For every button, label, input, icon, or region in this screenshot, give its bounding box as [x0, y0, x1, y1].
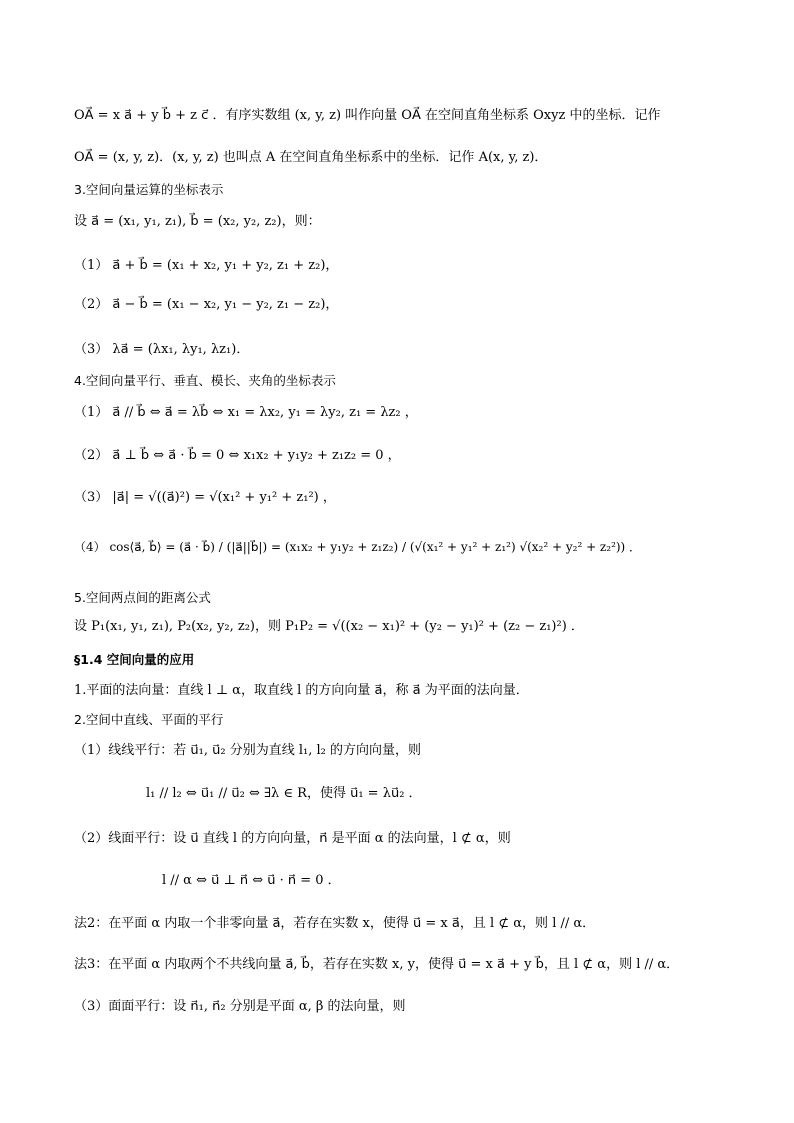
formula-line: （1） a⃗ // b⃗ ⇔ a⃗ = λb⃗ ⇔ x₁ = λx₂, y₁ = λy₂, z₁ = λz₂ ，	[74, 405, 418, 420]
text-line: 法2：在平面 α 内取一个非零向量 a⃗，若存在实数 x，使得 u⃗ = x a⃗，且 l ⊄ α，则 l // α．	[74, 916, 596, 931]
text-line: （3）面面平行：设 n⃗₁, n⃗₂ 分别是平面 α, β 的法向量，则	[74, 999, 406, 1014]
formula-line: （2） a⃗ ⊥ b⃗ ⇔ a⃗ · b⃗ = 0 ⇔ x₁x₂ + y₁y₂ + z₁z₂ = 0 ，	[74, 448, 401, 463]
formula-line: l₁ // l₂ ⇔ u⃗₁ // u⃗₂ ⇔ ∃λ ∈ R，使得 u⃗₁ = λu⃗₂ ．	[146, 786, 422, 801]
text-line: 法3：在平面 α 内取两个不共线向量 a⃗, b⃗，若存在实数 x, y，使得 u⃗ = x a⃗ + y b⃗，且 l ⊄ α，则 l // α．	[74, 957, 680, 972]
section-heading: 5.空间两点间的距离公式	[74, 590, 211, 605]
formula-line: l // α ⇔ u⃗ ⊥ n⃗ ⇔ u⃗ · n⃗ = 0 ．	[162, 873, 341, 888]
text-line: OA⃗ = x a⃗ + y b⃗ + z c⃗ ．有序实数组 (x, y, z) 叫作向量 OA⃗ 在空间直角坐标系 Oxyz 中的坐标．记作	[74, 108, 661, 123]
section-heading: 2.空间中直线、平面的平行	[74, 712, 224, 727]
formula-line: （3） λa⃗ = (λx₁, λy₁, λz₁)．	[74, 342, 250, 357]
text-line: OA⃗ = (x, y, z)．(x, y, z) 也叫点 A 在空间直角坐标系中的坐标．记作 A(x, y, z)．	[74, 150, 548, 165]
text-line: 1.平面的法向量：直线 l ⊥ α，取直线 l 的方向向量 a⃗，称 a⃗ 为平面的法向量．	[74, 683, 529, 698]
text-line: （2）线面平行：设 u⃗ 直线 l 的方向向量，n⃗ 是平面 α 的法向量，l ⊄ α，则	[74, 831, 511, 846]
section-heading: 3.空间向量运算的坐标表示	[74, 182, 224, 197]
formula-line: （4） cos⟨a⃗, b⃗⟩ = (a⃗ · b⃗) / (|a⃗||b⃗|) = (x₁x₂ + y₁y₂ + z₁z₂) / (√(x₁² + y₁² + z₁²) √(x₂² + y₂² + z₂²)) ．	[74, 540, 642, 554]
formula-line: （3） |a⃗| = √((a⃗)²) = √(x₁² + y₁² + z₁²) ，	[74, 490, 336, 505]
formula-line: 设 P₁(x₁, y₁, z₁), P₂(x₂, y₂, z₂)，则 P₁P₂ = √((x₂ − x₁)² + (y₂ − y₁)² + (z₂ − z₁)²) ．	[74, 619, 584, 634]
text-line: 设 a⃗ = (x₁, y₁, z₁), b⃗ = (x₂, y₂, z₂)，则：	[74, 214, 321, 229]
text-line: （1）线线平行：若 u⃗₁, u⃗₂ 分别为直线 l₁, l₂ 的方向向量，则	[74, 743, 421, 758]
formula-line: （1） a⃗ + b⃗ = (x₁ + x₂, y₁ + y₂, z₁ + z₂)，	[74, 258, 339, 273]
chapter-heading: §1.4 空间向量的应用	[74, 652, 195, 667]
section-heading: 4.空间向量平行、垂直、模长、夹角的坐标表示	[74, 373, 336, 388]
formula-line: （2） a⃗ − b⃗ = (x₁ − x₂, y₁ − y₂, z₁ − z₂)，	[74, 297, 339, 312]
